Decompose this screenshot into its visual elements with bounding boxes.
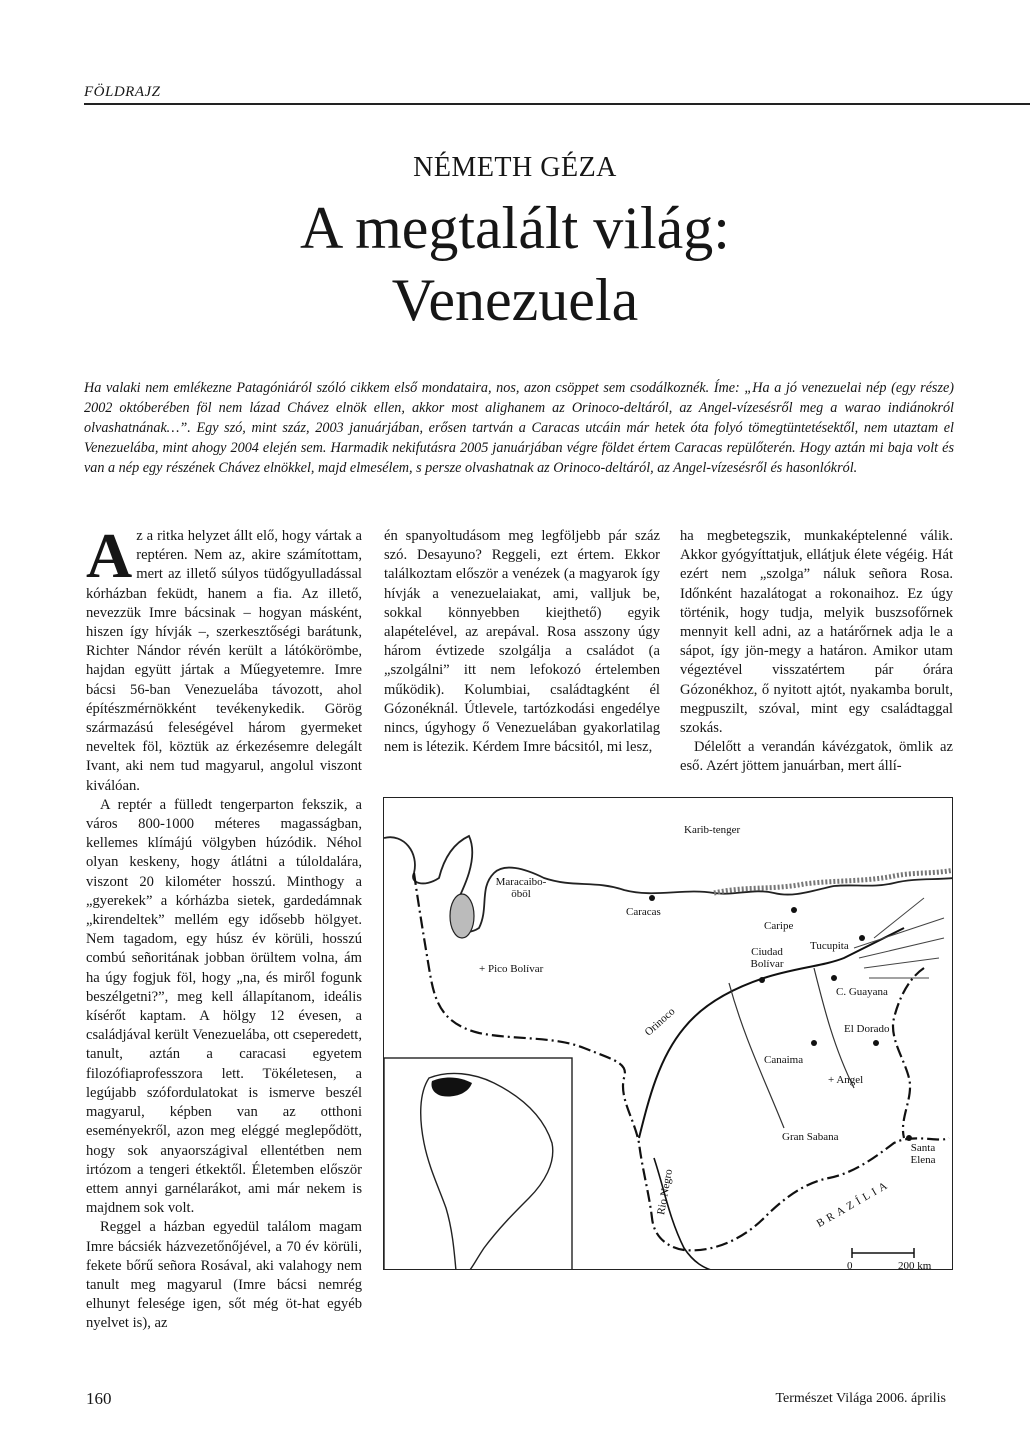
title-line-2: Venezuela [391, 267, 639, 333]
paragraph-text: z a ritka helyzet állt elő, hogy vártak a reptéren. Nem az, akire számítottam, mert az illető súlyos tüdőgyulladással kórházban feküdt, hanem a fia. Az illető, nevezzük Imre bácsinak – hogyan másként, hiszen így hívják –, szerkesztőségi barátunk, Richter Nándor révén került a látókörömbe, hajdan együtt jártak a Műegyetemre. Imre bácsi 56-ban Venezuelába távozott, ahol építészmérnökként tevékenykedik. Görög származású feleségével három gyermeket neveltek föl, köztük az érkezésemre delegált Ivant, aki nem tud magyarul, angolul viszont kiválóan. [86, 528, 362, 794]
city-dot-santa-elena [906, 1135, 912, 1141]
inset-box [384, 1058, 572, 1270]
label-caracas: Caracas [626, 906, 661, 918]
text-column-3 [680, 527, 953, 777]
text-column-2 [384, 527, 660, 757]
label-rio-negro: Rio Negro [655, 1168, 675, 1216]
label-santa-elena: Santa Elena [910, 1142, 936, 1166]
page-number: 160 [86, 1389, 112, 1408]
label-maracaibo: Maracaibo-öböl [495, 876, 547, 900]
body-paragraph: A reptér a fülledt tengerparton fekszik, a város 800-1000 méteres magasságban, kellemes klímájú völgyben húzódik. Néhol olyan keskeny, hogy átlátni a túloldalára, viszont 20 kilométer hosszú. Minthogy a „gyerekek” a kórházba sietek, gardedámnak „kirendeltek” mellém egy idősebb hölgyet. Nem tagadom, egy húsz év körüli, hosszú combú señoritának jobban örültem volna, ám ha úgy fogjuk föl, hogy „na, és miről fogunk beszélgetni?”, meg kell állapítanom, ideális kísérőt kaptam. A hölgy 12 évesen, a családjával került Venezuelába, ott cseperedett, tanult, aztán a caracasi egyetem filozófiaprofesszora lett. Tökéletesen, a legújabb szófordulatokat is ismerve beszél magyarul, képben van az otthoni eseményekről, azon meg eléggé meglepődött, hogy sok anyaországival ellentétben nem irtózom a tengeri étkektől. Életemben először ettem annyi garnélarákot, ami már nekem is majdnem sok volt. [86, 796, 362, 1217]
text-column-1 [86, 520, 362, 1334]
venezuela-map [383, 797, 953, 1270]
body-paragraph: Délelőtt a verandán kávézgatok, ömlik az eső. Azért jöttem januárban, mert állí- [680, 739, 953, 775]
label-scale-km: 200 km [898, 1260, 932, 1270]
coast-hatch [714, 870, 953, 893]
label-brazilia: BRAZÍLIA [814, 1177, 893, 1231]
label-el-dorado: El Dorado [844, 1023, 890, 1035]
orinoco-delta [854, 898, 944, 978]
label-orinoco: Orinoco [642, 1005, 678, 1039]
label-pico-bolivar: + Pico Bolívar [479, 963, 544, 975]
label-caripe: Caripe [764, 920, 794, 932]
label-ciudad-bolivar: Ciudad Bolívar [750, 946, 784, 970]
label-angel: + Angel [828, 1074, 864, 1086]
label-canaima: Canaima [764, 1054, 804, 1066]
lead-paragraph: Ha valaki nem emlékezne Patagóniáról szóló cikkem első mondataira, nos, azon csöppet sem csodálkoznék. Íme: „Ha a jó venezuelai nép (egy része) 2002 októberében föl nem lázad Chávez elnök ellen, akkor most alighanem az Orinoco-deltáról, az Angel-vízesésről meg a warao indiánokról olvashatnának…”. Egy szó, mint száz, 2003 januárjában, erősen tartván a Caracas utcáin már hetek óta folyó tömegtüntetésektől, nem utaztam el Venezuelába, mint ahogy 2004 elején sem. Harmadik nekifutásra 2005 januárjában végre földet értem Caracas repülőterén. Hogy aztán mi baja volt és van a nép egy részének Chávez elnökkel, majd elmesélem, s persze olvashatnak az Orinoco-deltáról, az Angel-vízesésről és hasonlókról. [84, 380, 954, 476]
eastern-border [893, 968, 924, 1138]
city-dot-tucupita [859, 935, 865, 941]
author-name: NÉMETH GÉZA [413, 152, 617, 183]
lake-maracaibo [450, 894, 474, 938]
body-paragraph: én spanyoltudásom meg legföljebb pár száz szó. Desayuno? Reggeli, ezt értem. Ekkor találkoztam először a venézek (a magyarok így hívják a venezuelaiakat, ami, valljuk be, sokkal könnyebben kiejthető) egyik alapételével, az arepával. Rosa asszony úgy három évtizede szolgálja a családot (a „szolgálni” itt nem lefokozó értelemben működik). Kolumbiai, családtagként él Gózonéknál. Útlevele, tartózkodási engedélye nincs, úgyhogy ő Venezuelában gyakorlatilag nem is létezik. Kérdem Imre bácsitól, mi lesz, [384, 528, 660, 756]
journal-footer: Természet Világa 2006. április [775, 1391, 946, 1406]
body-paragraph: Reggel a házban egyedül találom magam Imre bácsiék házvezetőnőjével, a 70 év körüli, fekete bőrű señora Rosával, aki valahogy nem tanult meg magyarul (Imre bácsi nemrég elhunyt felesége igen, sőt még öt-hat egyéb nyelvet is), az [86, 1219, 362, 1332]
section-label: FÖLDRAJZ [84, 84, 161, 100]
drop-cap: A [86, 520, 133, 591]
body-paragraph [86, 520, 362, 796]
label-c-guayana: C. Guayana [836, 986, 888, 998]
title-line-1: A megtalált világ: [300, 195, 730, 261]
label-karib-tenger: Karib-tenger [684, 824, 741, 836]
body-paragraph: ha megbetegszik, munkaképtelenné válik. Akkor gyógyíttatjuk, ellátjuk élete végéig. Hát ezért nem „szolga” náluk señora Rosa. Időnként hazalátogat a rokonaihoz. Ez úgy történik, hogy tudja, melyik buszsofőrnek mennyit kell adni, az a határőrnek adja le a sápot, így jön-megy a határon. Amikor utam végeztével visszatértem pár órára Gózonékhoz, ő nyitott ajtót, nyakamba borult, megpuszilt, szóval, mint egy családtaggal szokás. [680, 528, 953, 737]
label-tucupita: Tucupita [810, 940, 849, 952]
label-gran-sabana: Gran Sabana [782, 1131, 839, 1143]
city-dot-caracas [649, 895, 655, 901]
city-dot-caripe [791, 907, 797, 913]
city-dot-ciudad-bolivar [759, 977, 765, 983]
article-title [0, 192, 1030, 336]
city-dot-canaima [811, 1040, 817, 1046]
scale-bar [852, 1248, 914, 1258]
label-scale-zero: 0 [847, 1260, 853, 1270]
city-dot-el-dorado [873, 1040, 879, 1046]
city-dot-c-guayana [831, 975, 837, 981]
header-rule [84, 103, 1030, 105]
